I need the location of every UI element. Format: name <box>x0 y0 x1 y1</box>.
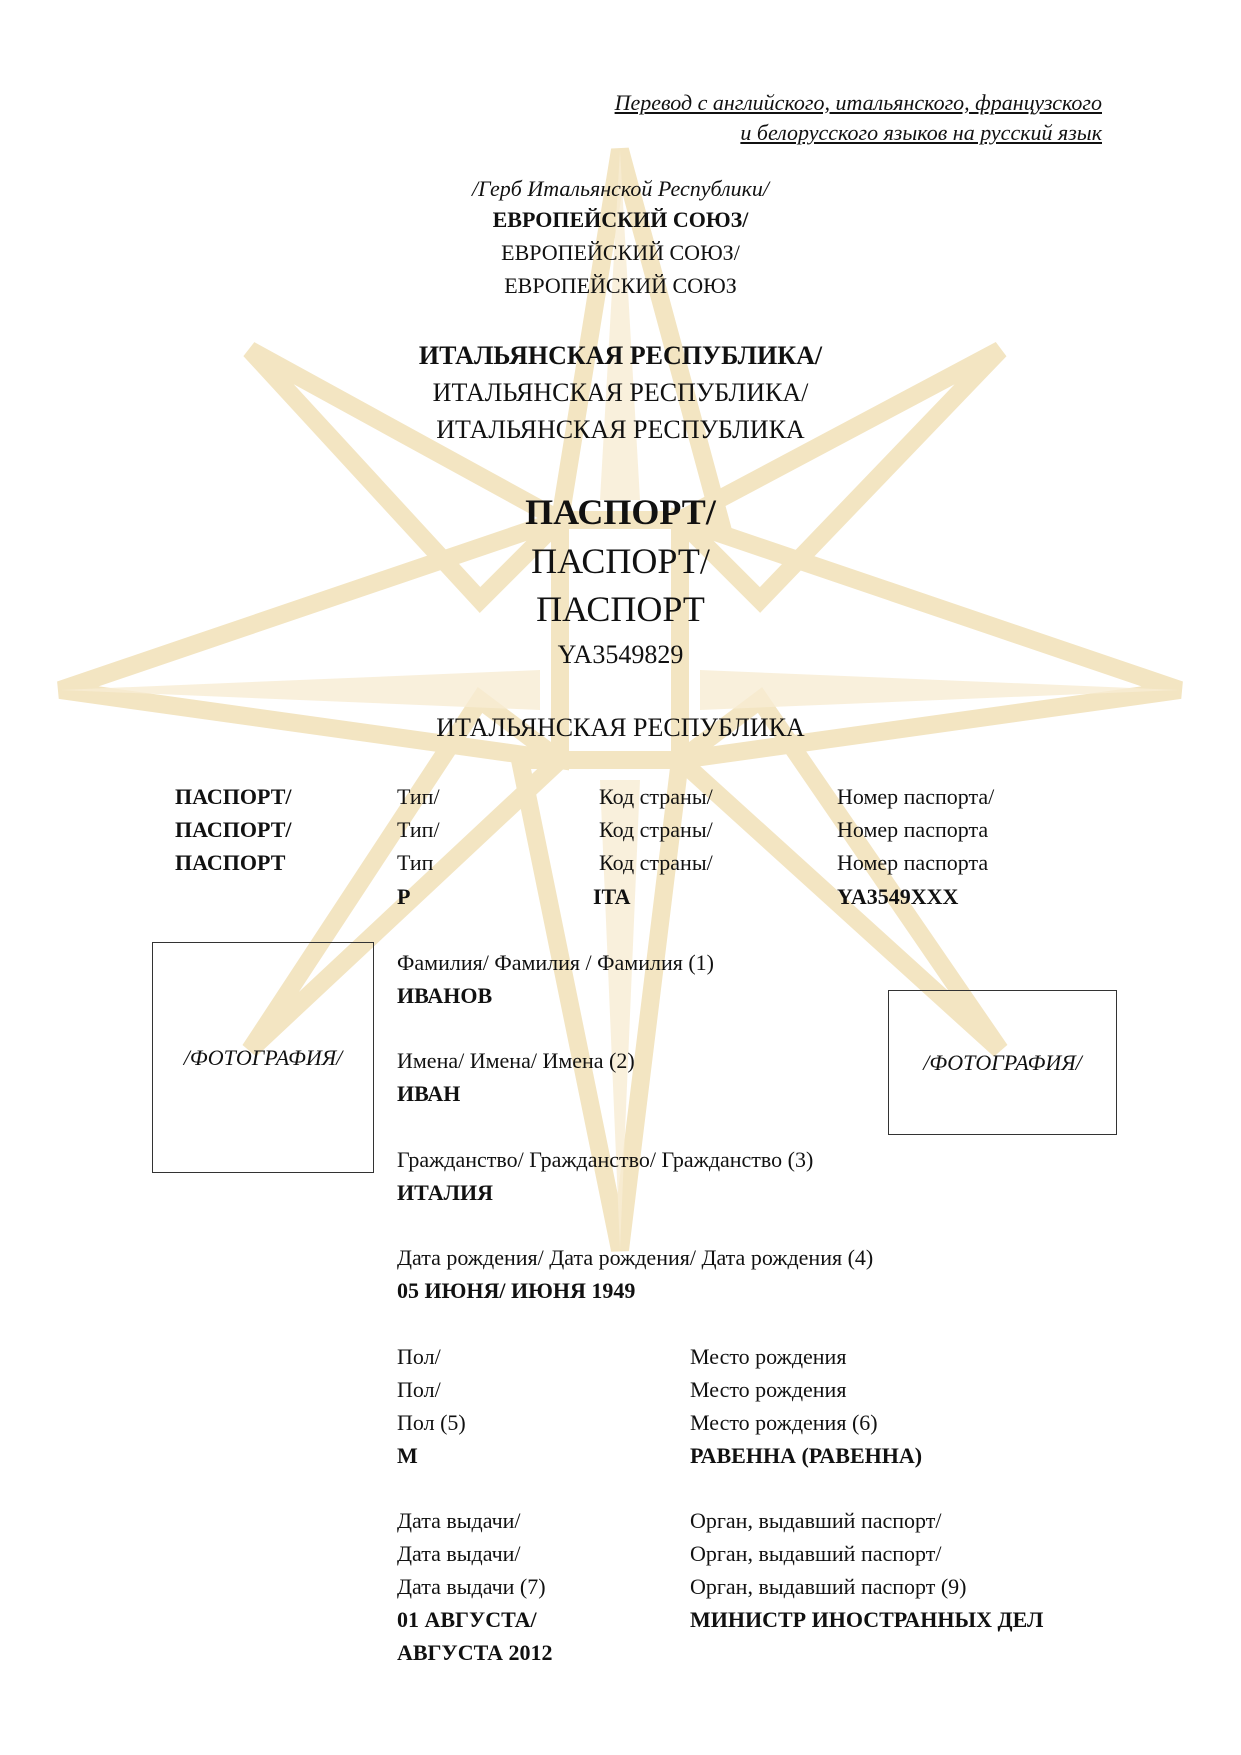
number-label-1: Номер паспорта/ <box>837 784 995 809</box>
pob-value: РАВЕННА (РАВЕННА) <box>690 1443 923 1468</box>
passport-title-3: ПАСПОРТ <box>536 589 705 629</box>
authority-value: МИНИСТР ИНОСТРАННЫХ ДЕЛ <box>690 1607 1044 1632</box>
dob-value: 05 ИЮНЯ/ ИЮНЯ 1949 <box>397 1278 636 1303</box>
number-label-2: Номер паспорта <box>837 817 989 842</box>
sex-label-1: Пол/ <box>397 1344 441 1369</box>
eu-line-1: ЕВРОПЕЙСКИЙ СОЮЗ/ <box>492 207 749 232</box>
names-value: ИВАН <box>397 1081 461 1106</box>
passport-col-1: ПАСПОРТ/ <box>175 784 292 809</box>
pob-label-2: Место рождения <box>690 1377 847 1402</box>
country-label-3: Код страны/ <box>599 850 713 875</box>
sex-label-3: Пол (5) <box>397 1410 466 1435</box>
passport-col-3: ПАСПОРТ <box>175 850 286 875</box>
type-label-1: Тип/ <box>397 784 440 809</box>
photo-label-left: /ФОТОГРАФИЯ/ <box>183 1044 343 1070</box>
type-value: P <box>397 884 411 909</box>
names-label: Имена/ Имена/ Имена (2) <box>397 1048 635 1073</box>
photo-placeholder-left <box>152 942 374 1173</box>
type-label-2: Тип/ <box>397 817 440 842</box>
coat-of-arms-note: /Герб Итальянской Республики/ <box>472 176 769 201</box>
authority-label-1: Орган, выдавший паспорт/ <box>690 1508 942 1533</box>
passport-title-1: ПАСПОРТ/ <box>525 492 716 532</box>
citizenship-label: Гражданство/ Гражданство/ Гражданство (3) <box>397 1147 814 1172</box>
number-label-3: Номер паспорта <box>837 850 989 875</box>
number-value: YA3549XXX <box>837 884 959 909</box>
sex-label-2: Пол/ <box>397 1377 441 1402</box>
issue-label-3: Дата выдачи (7) <box>397 1574 546 1599</box>
republic-single: ИТАЛЬЯНСКАЯ РЕСПУБЛИКА <box>436 713 805 742</box>
eu-line-2: ЕВРОПЕЙСКИЙ СОЮЗ/ <box>501 240 740 265</box>
issue-label-2: Дата выдачи/ <box>397 1541 521 1566</box>
citizenship-value: ИТАЛИЯ <box>397 1180 493 1205</box>
translation-note-line2: и белорусского языков на русский язык <box>740 120 1102 145</box>
republic-line-2: ИТАЛЬЯНСКАЯ РЕСПУБЛИКА/ <box>432 378 809 407</box>
type-label-3: Тип <box>397 850 434 875</box>
pob-label-1: Место рождения <box>690 1344 847 1369</box>
surname-value: ИВАНОВ <box>397 983 493 1008</box>
republic-line-1: ИТАЛЬЯНСКАЯ РЕСПУБЛИКА/ <box>418 341 823 370</box>
issue-value-1: 01 АВГУСТА/ <box>397 1607 537 1632</box>
country-value: ITA <box>593 884 631 909</box>
photo-placeholder-right <box>888 990 1117 1135</box>
country-label-2: Код страны/ <box>599 817 713 842</box>
passport-number: YA3549829 <box>557 640 684 669</box>
republic-line-3: ИТАЛЬЯНСКАЯ РЕСПУБЛИКА <box>436 415 805 444</box>
photo-label-right: /ФОТОГРАФИЯ/ <box>923 1049 1082 1075</box>
translation-note-line1: Перевод с английского, итальянского, французского <box>614 90 1102 115</box>
authority-label-3: Орган, выдавший паспорт (9) <box>690 1574 967 1599</box>
passport-title-2: ПАСПОРТ/ <box>531 541 710 581</box>
authority-label-2: Орган, выдавший паспорт/ <box>690 1541 942 1566</box>
passport-col-2: ПАСПОРТ/ <box>175 817 292 842</box>
eu-line-3: ЕВРОПЕЙСКИЙ СОЮЗ <box>504 273 737 298</box>
pob-label-3: Место рождения (6) <box>690 1410 878 1435</box>
issue-label-1: Дата выдачи/ <box>397 1508 521 1533</box>
dob-label: Дата рождения/ Дата рождения/ Дата рождения (4) <box>397 1245 874 1270</box>
country-label-1: Код страны/ <box>599 784 713 809</box>
issue-value-2: АВГУСТА 2012 <box>397 1640 553 1665</box>
sex-value: M <box>397 1443 418 1468</box>
surname-label: Фамилия/ Фамилия / Фамилия (1) <box>397 950 715 975</box>
